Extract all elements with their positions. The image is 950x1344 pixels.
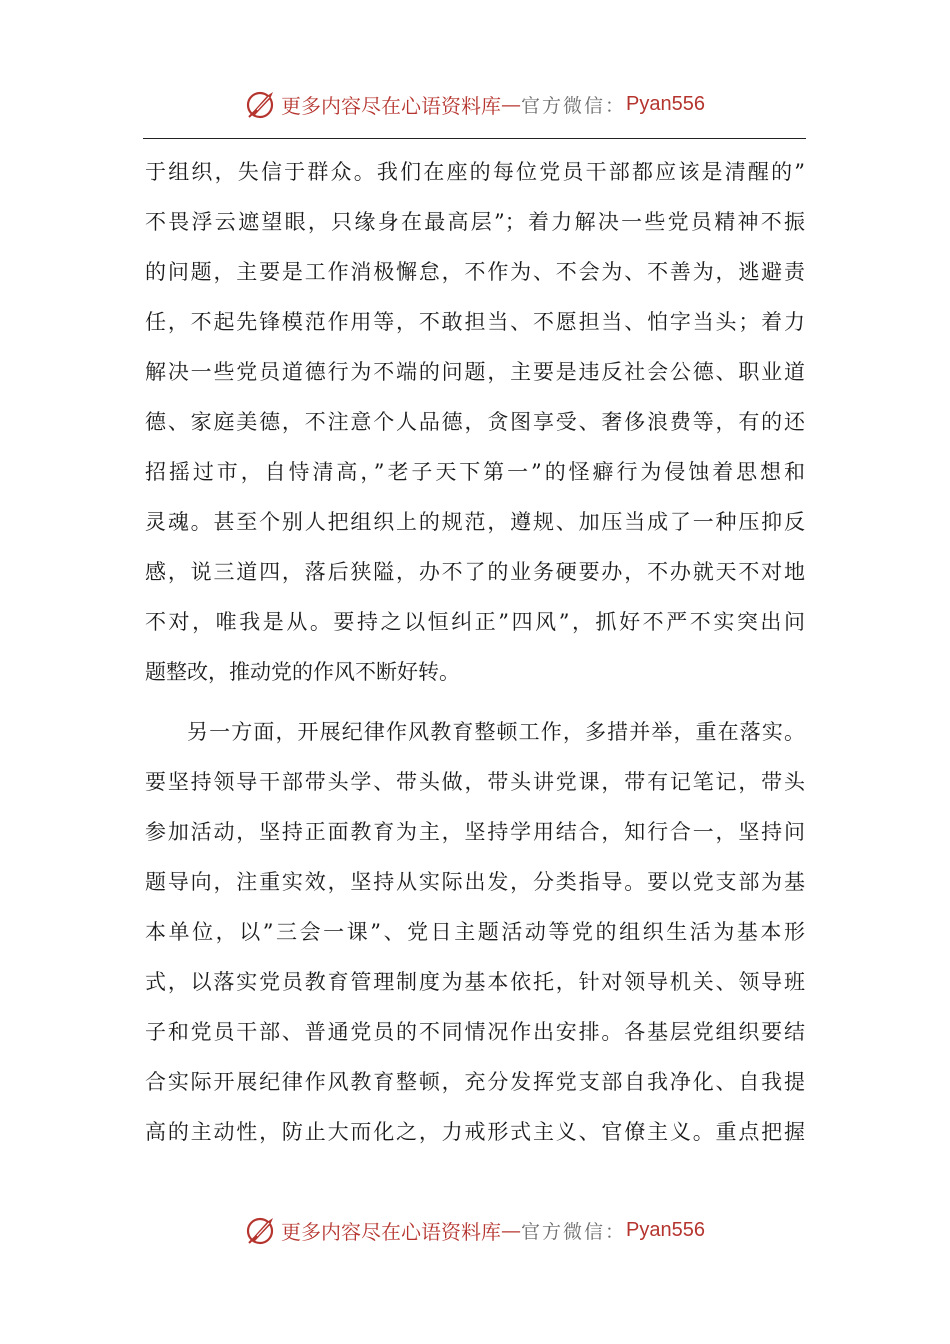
header-banner xyxy=(0,84,950,124)
text-line: 另一方面，开展纪律作风教育整顿工作，多措并举，重在落实。 xyxy=(187,720,805,744)
text-line: 感，说三道四，落后狭隘，办不了的业务硬要办，不办就天不对地 xyxy=(145,560,805,584)
footer-banner-wechat-id: Pyan556 xyxy=(626,1218,705,1241)
text-line: 招摇过市，自恃清高，”老子天下第一”的怪癖行为侵蚀着思想和 xyxy=(145,460,805,484)
text-line: 参加活动，坚持正面教育为主，坚持学用结合，知行合一，坚持问 xyxy=(145,820,805,844)
text-line: 于组织，失信于群众。我们在座的每位党员干部都应该是清醒的” xyxy=(145,160,805,184)
quill-logo-icon xyxy=(245,88,277,120)
footer-banner-title: 更多内容尽在心语资料库 xyxy=(281,1219,501,1244)
text-line: 本单位，以”三会一课”、党日主题活动等党的组织生活为基本形 xyxy=(145,920,805,944)
text-line: 灵魂。甚至个别人把组织上的规范，遵规、加压当成了一种压抑反 xyxy=(145,510,805,534)
header-banner-separator: — xyxy=(501,92,521,116)
text-line: 解决一些党员道德行为不端的问题，主要是违反社会公德、职业道 xyxy=(145,360,805,384)
text-line: 的问题，主要是工作消极懈怠，不作为、不会为、不善为，逃避责 xyxy=(145,260,805,284)
text-line: 高的主动性，防止大而化之，力戒形式主义、官僚主义。重点把握 xyxy=(145,1120,805,1144)
footer-banner-label: 官方微信： xyxy=(521,1220,627,1243)
text-line: 合实际开展纪律作风教育整顿，充分发挥党支部自我净化、自我提 xyxy=(145,1070,805,1094)
text-line: 要坚持领导干部带头学、带头做，带头讲党课，带有记笔记，带头 xyxy=(145,770,805,794)
text-line: 子和党员干部、普通党员的不同情况作出安排。各基层党组织要结 xyxy=(145,1020,805,1044)
header-banner-label: 官方微信： xyxy=(521,94,627,117)
text-line: 不畏浮云遮望眼，只缘身在最高层”；着力解决一些党员精神不振 xyxy=(145,210,805,234)
header-divider xyxy=(143,138,806,139)
footer-banner-separator: — xyxy=(501,1218,521,1242)
header-banner-title: 更多内容尽在心语资料库 xyxy=(281,93,501,118)
text-line: 不对，唯我是从。要持之以恒纠正”四风”，抓好不严不实突出问 xyxy=(145,610,805,634)
quill-logo-icon xyxy=(245,1214,277,1246)
paragraph-1 xyxy=(145,147,805,697)
header-banner-wechat-id: Pyan556 xyxy=(626,92,705,115)
paragraph-2 xyxy=(145,707,805,1157)
text-line: 任，不起先锋模范作用等，不敢担当、不愿担当、怕字当头；着力 xyxy=(145,310,805,334)
text-line: 题导向，注重实效，坚持从实际出发，分类指导。要以党支部为基 xyxy=(145,870,805,894)
text-line: 题整改，推动党的作风不断好转。 xyxy=(145,660,460,684)
footer-banner xyxy=(0,1210,950,1250)
text-line: 德、家庭美德，不注意个人品德，贪图享受、奢侈浪费等，有的还 xyxy=(145,410,805,434)
text-line: 式，以落实党员教育管理制度为基本依托，针对领导机关、领导班 xyxy=(145,970,805,994)
